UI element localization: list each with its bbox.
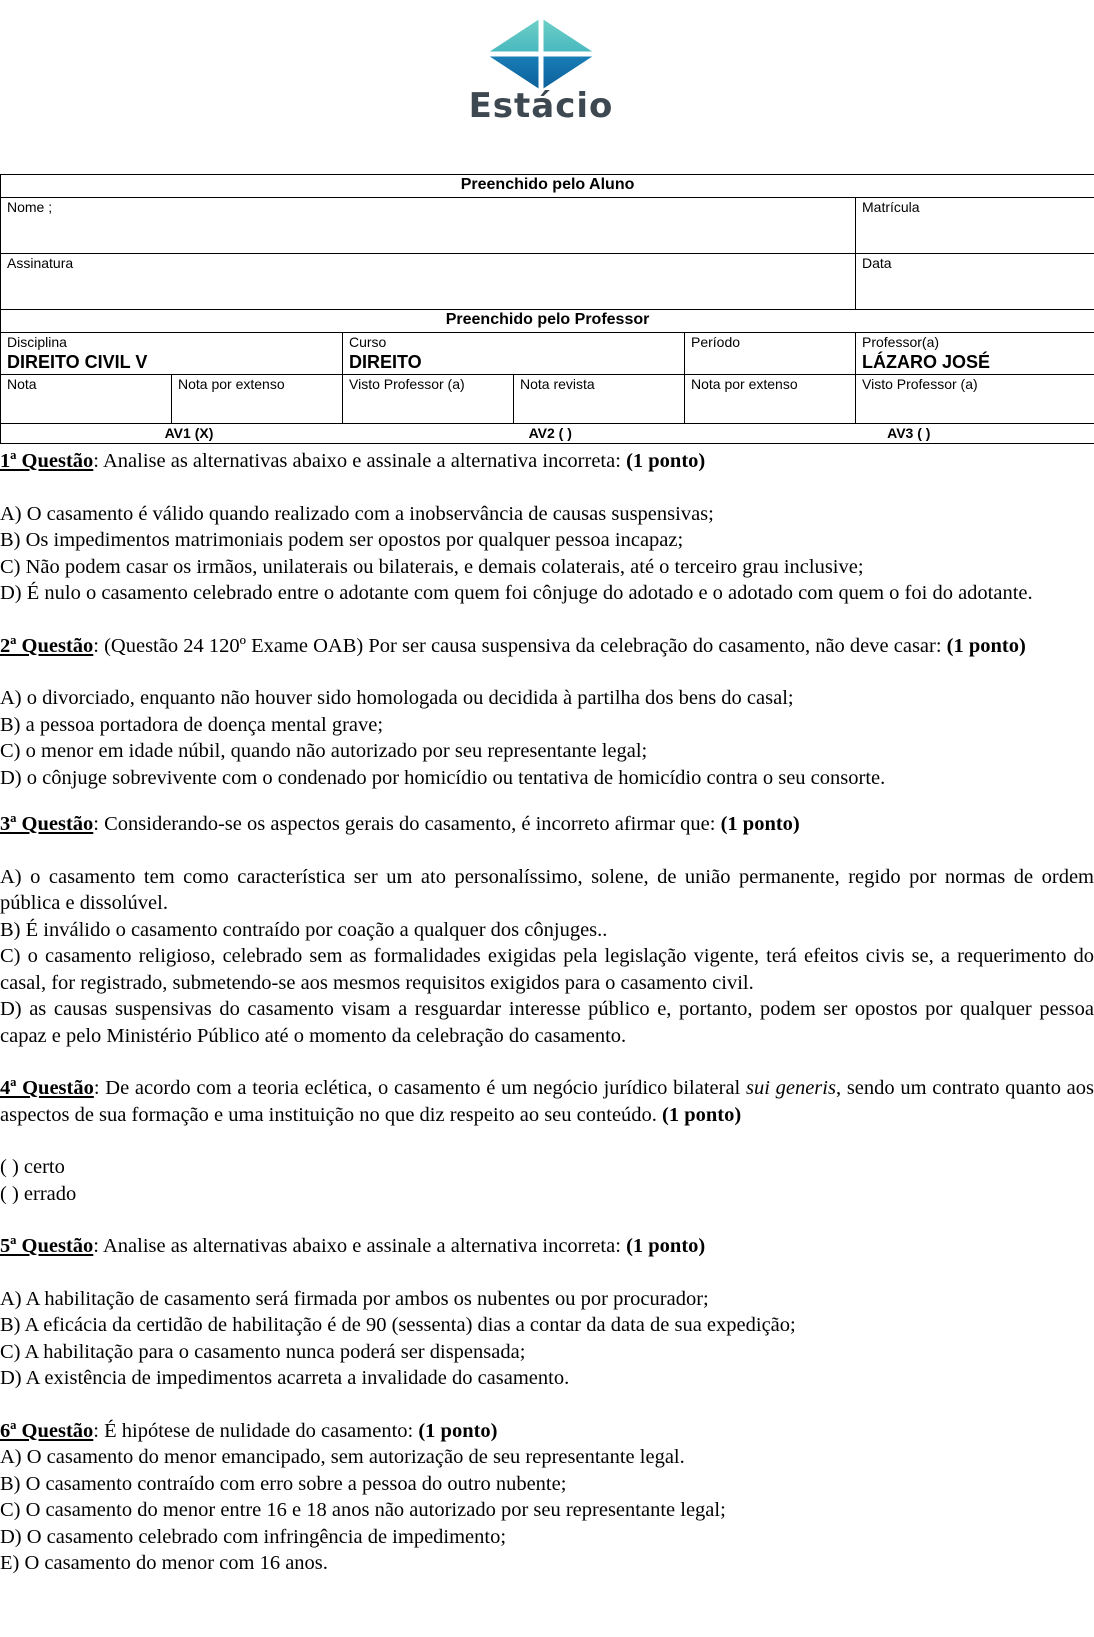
question-number: 4ª Questão	[0, 1077, 94, 1099]
question-text: : Analise as alternativas abaixo e assinale a alternativa incorreta:	[93, 1235, 627, 1257]
option-b: B) O casamento contraído com erro sobre a pessoa do outro nubente;	[0, 1472, 567, 1495]
question-points: (1 ponto)	[720, 813, 800, 835]
professor-field	[856, 333, 1094, 375]
question-number: 3ª Questão	[0, 813, 94, 835]
question-6-options	[0, 1444, 1094, 1577]
question-number: 2ª Questão	[0, 634, 94, 657]
option-e: E) O casamento do menor com 16 anos.	[0, 1552, 328, 1574]
option-c: C) Não podem casar os irmãos, unilaterais ou bilaterais, e demais colaterais, até o terceiro grau inclusive;	[0, 555, 864, 578]
header-form	[0, 174, 1094, 444]
option-d: D) as causas suspensivas do casamento visam a resguardar interesse público e, portanto, podem ser opostos por qualquer pessoa capaz e pelo Ministério Público até o momento da celebração do casamento.	[0, 998, 1094, 1047]
periodo-field[interactable]	[685, 333, 856, 375]
option-d: D) É nulo o casamento celebrado entre o adotante com quem foi cônjuge do adotado e o adotado com quem o foi do adotante.	[0, 582, 1033, 604]
question-text: : É hipótese de nulidade do casamento:	[93, 1419, 419, 1442]
av1-option[interactable]: AV1 (X)	[164, 425, 214, 441]
disciplina-label: Disciplina	[7, 334, 67, 350]
question-text: : (Questão 24 120º Exame OAB) Por ser causa suspensiva da celebração do casamento, não deve casar:	[93, 634, 947, 657]
grade-header: Nota por extenso	[691, 376, 798, 392]
diamond-logo-icon	[446, 14, 636, 94]
grade-header: Nota revista	[520, 376, 595, 392]
question-5-options	[0, 1286, 1094, 1392]
question-points: (1 ponto)	[662, 1103, 742, 1126]
option-a: A) A habilitação de casamento será firmada por ambos os nubentes ou por procurador;	[0, 1287, 709, 1310]
exam-content	[0, 448, 1094, 1577]
nota-revista-field[interactable]	[514, 375, 685, 424]
option-b: B) Os impedimentos matrimoniais podem ser opostos por qualquer pessoa incapaz;	[0, 529, 684, 551]
question-number: 5ª Questão	[0, 1235, 94, 1257]
nota-extenso-field[interactable]	[172, 375, 343, 424]
grade-header: Nota	[7, 376, 37, 392]
question-2-options	[0, 685, 1094, 791]
option-a: A) O casamento é válido quando realizado com a inobservância de causas suspensivas;	[0, 502, 714, 525]
estacio-logo	[446, 14, 636, 132]
option-d: D) A existência de impedimentos acarreta a invalidade do casamento.	[0, 1367, 570, 1389]
disciplina-field	[1, 333, 343, 375]
av-selection-row	[1, 424, 1094, 444]
question-text: : Analise as alternativas abaixo e assinale a alternativa incorreta:	[93, 450, 627, 472]
option-a: A) O casamento do menor emancipado, sem autorização de seu representante legal.	[0, 1446, 685, 1468]
option-d: D) o cônjuge sobrevivente com o condenado por homicídio ou tentativa de homicídio contra o seu consorte.	[0, 766, 886, 789]
option-c: C) o casamento religioso, celebrado sem as formalidades exigidas pela legislação vigente, terá efeitos civis se, a requerimento do casal, for registrado, submetendo-se aos mesmos requisitos exigidos para o casamento civil.	[0, 945, 1094, 994]
professor-section-header: Preenchido pelo Professor	[1, 310, 1094, 333]
question-4-options	[0, 1154, 1094, 1207]
question-1-heading	[0, 448, 1094, 475]
question-points: (1 ponto)	[626, 450, 706, 472]
visto-professor-revista-field[interactable]	[856, 375, 1094, 424]
question-points: (1 ponto)	[946, 634, 1026, 657]
question-3-options	[0, 864, 1094, 1050]
question-text: : Considerando-se os aspectos gerais do casamento, é incorreto afirmar que:	[93, 813, 721, 835]
option-c: C) o menor em idade núbil, quando não autorizado por seu representante legal;	[0, 740, 648, 762]
professor-value: LÁZARO JOSÉ	[862, 352, 991, 372]
nota-field[interactable]	[1, 375, 172, 424]
option-a: A) o divorciado, enquanto não houver sido homologada ou decidida à partilha dos bens do casal;	[0, 687, 794, 709]
disciplina-value: DIREITO CIVIL V	[7, 352, 148, 372]
question-2-heading	[0, 633, 1094, 660]
curso-label: Curso	[349, 334, 387, 350]
question-1-options	[0, 501, 1094, 607]
question-number: 1ª Questão	[0, 450, 94, 472]
logo-text: Estácio	[468, 86, 614, 126]
visto-professor-field[interactable]	[343, 375, 514, 424]
question-points: (1 ponto)	[418, 1419, 498, 1442]
question-text-cont: , sendo um contrato quanto aos aspectos de sua formação e uma instituição no que diz respeito ao seu conteúdo.	[0, 1077, 1094, 1126]
option-c: C) A habilitação para o casamento nunca poderá ser dispensada;	[0, 1340, 526, 1363]
grade-header: Nota por extenso	[178, 376, 285, 392]
option-errado[interactable]: ( ) errado	[0, 1182, 77, 1205]
option-d: D) O casamento celebrado com infringência de impedimento;	[0, 1525, 507, 1548]
curso-value: DIREITO	[349, 352, 422, 372]
periodo-label: Período	[691, 334, 741, 350]
option-c: C) O casamento do menor entre 16 e 18 anos não autorizado por seu representante legal;	[0, 1499, 726, 1521]
nota-extenso-revista-field[interactable]	[685, 375, 856, 424]
option-b: B) É inválido o casamento contraído por coação a qualquer dos cônjuges..	[0, 918, 608, 941]
nome-label: Nome ;	[7, 199, 53, 215]
curso-field	[343, 333, 685, 375]
question-text: : De acordo com a teoria eclética, o casamento é um negócio jurídico bilateral	[93, 1077, 746, 1099]
av2-option[interactable]: AV2 ( )	[528, 425, 572, 441]
question-3-heading	[0, 811, 1094, 838]
av3-option[interactable]: AV3 ( )	[887, 425, 931, 441]
option-b: B) a pessoa portadora de doença mental grave;	[0, 713, 384, 736]
student-section-header: Preenchido pelo Aluno	[1, 175, 1094, 198]
question-4-heading	[0, 1075, 1094, 1128]
grade-header: Visto Professor (a)	[862, 376, 978, 392]
matricula-label: Matrícula	[862, 199, 920, 215]
option-b: B) A eficácia da certidão de habilitação é de 90 (sessenta) dias a contar da data de sua expedição;	[0, 1314, 796, 1336]
matricula-field[interactable]	[856, 198, 1094, 254]
question-6-heading	[0, 1418, 1094, 1445]
assinatura-field[interactable]	[1, 254, 856, 310]
option-a: A) o casamento tem como característica ser um ato personalíssimo, solene, de união permanente, regido por normas de ordem pública e dissolúvel.	[0, 865, 1094, 914]
nome-field[interactable]	[1, 198, 856, 254]
data-field[interactable]	[856, 254, 1094, 310]
data-label: Data	[862, 255, 892, 271]
assinatura-label: Assinatura	[7, 255, 74, 271]
professor-label: Professor(a)	[862, 334, 940, 350]
question-number: 6ª Questão	[0, 1419, 94, 1442]
question-5-heading	[0, 1233, 1094, 1260]
option-certo[interactable]: ( ) certo	[0, 1156, 65, 1178]
question-italic-term: sui generis	[745, 1077, 836, 1099]
question-points: (1 ponto)	[626, 1235, 706, 1257]
grade-header: Visto Professor (a)	[349, 376, 465, 392]
